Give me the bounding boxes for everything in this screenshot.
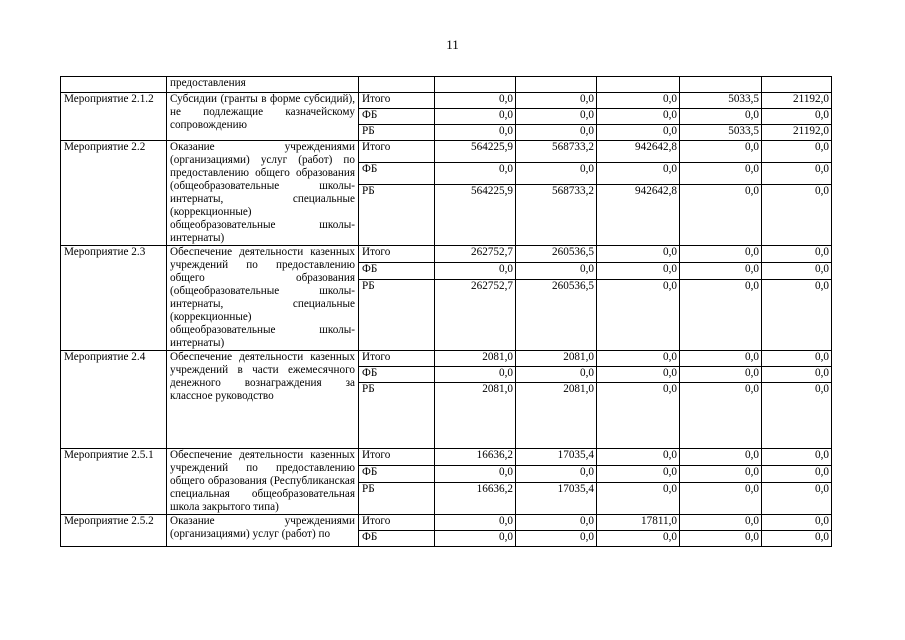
measure-name-cell: Обеспечение деятельности казенных учреждений в части ежемесячного денежного вознаграждения за классное руководство xyxy=(167,351,359,449)
value-cell: 2081,0 xyxy=(516,383,597,449)
source-cell: Итого xyxy=(359,246,435,263)
measure-label-cell: Мероприятие 2.5.1 xyxy=(61,449,167,515)
value-cell: 0,0 xyxy=(762,367,832,383)
value-cell: 17035,4 xyxy=(516,483,597,515)
source-cell: ФБ xyxy=(359,466,435,483)
value-cell: 0,0 xyxy=(762,162,832,184)
value-cell: 0,0 xyxy=(597,531,680,547)
value-cell: 0,0 xyxy=(597,109,680,125)
table-row xyxy=(61,141,832,163)
value-cell: 16636,2 xyxy=(435,449,516,466)
measure-label-cell: Мероприятие 2.2 xyxy=(61,141,167,246)
source-cell: ФБ xyxy=(359,531,435,547)
value-cell: 2081,0 xyxy=(435,351,516,367)
value-cell: 0,0 xyxy=(597,263,680,280)
value-cell: 17811,0 xyxy=(597,515,680,531)
value-cell: 21192,0 xyxy=(762,125,832,141)
value-cell: 0,0 xyxy=(516,531,597,547)
value-cell: 0,0 xyxy=(680,263,762,280)
source-cell: Итого xyxy=(359,141,435,163)
value-cell: 0,0 xyxy=(435,515,516,531)
measure-name-cell: Субсидии (гранты в форме субсидий), не подлежащие казначейскому сопровождению xyxy=(167,93,359,141)
value-cell: 5033,5 xyxy=(680,93,762,109)
source-cell: ФБ xyxy=(359,109,435,125)
source-cell: Итого xyxy=(359,515,435,531)
value-cell: 0,0 xyxy=(435,531,516,547)
value-cell: 0,0 xyxy=(516,93,597,109)
value-cell: 0,0 xyxy=(597,483,680,515)
value-cell: 0,0 xyxy=(597,351,680,367)
table-row xyxy=(61,93,832,109)
value-cell: 0,0 xyxy=(516,125,597,141)
value-cell: 262752,7 xyxy=(435,246,516,263)
measure-label-cell: Мероприятие 2.3 xyxy=(61,246,167,351)
value-cell: 0,0 xyxy=(762,515,832,531)
measure-label-cell: Мероприятие 2.4 xyxy=(61,351,167,449)
value-cell: 0,0 xyxy=(516,515,597,531)
source-cell: РБ xyxy=(359,280,435,351)
value-cell xyxy=(762,77,832,93)
value-cell: 0,0 xyxy=(680,109,762,125)
measure-name-cell: Обеспечение деятельности казенных учреждений по предоставлению общего образования (общеобразовательные школы-интернаты, специальные (коррекционные) общеобразовательные школы-интернаты) xyxy=(167,246,359,351)
value-cell: 0,0 xyxy=(762,531,832,547)
value-cell: 0,0 xyxy=(597,246,680,263)
value-cell: 0,0 xyxy=(762,109,832,125)
value-cell: 0,0 xyxy=(597,367,680,383)
value-cell: 0,0 xyxy=(597,449,680,466)
value-cell: 0,0 xyxy=(762,449,832,466)
value-cell xyxy=(597,77,680,93)
value-cell: 0,0 xyxy=(435,263,516,280)
row-name-cell: предоставления xyxy=(167,77,359,93)
source-cell: РБ xyxy=(359,383,435,449)
value-cell: 0,0 xyxy=(762,280,832,351)
value-cell: 0,0 xyxy=(680,383,762,449)
source-cell: Итого xyxy=(359,93,435,109)
value-cell: 0,0 xyxy=(680,449,762,466)
value-cell: 942642,8 xyxy=(597,184,680,245)
value-cell: 0,0 xyxy=(597,162,680,184)
value-cell: 0,0 xyxy=(762,466,832,483)
source-cell: ФБ xyxy=(359,263,435,280)
value-cell: 2081,0 xyxy=(435,383,516,449)
value-cell: 0,0 xyxy=(680,466,762,483)
value-cell: 0,0 xyxy=(597,280,680,351)
value-cell: 0,0 xyxy=(680,531,762,547)
value-cell: 0,0 xyxy=(435,109,516,125)
value-cell: 0,0 xyxy=(680,280,762,351)
source-cell xyxy=(359,77,435,93)
value-cell: 0,0 xyxy=(597,466,680,483)
value-cell: 0,0 xyxy=(680,184,762,245)
value-cell: 568733,2 xyxy=(516,184,597,245)
value-cell: 17035,4 xyxy=(516,449,597,466)
value-cell: 21192,0 xyxy=(762,93,832,109)
table-row xyxy=(61,351,832,367)
measure-name-cell: Оказание учреждениями (организациями) услуг (работ) по предоставлению общего образования (общеобразовательные школы-интернаты, специальные (коррекционные) общеобразовательные школы-интернаты) xyxy=(167,141,359,246)
page-number: 11 xyxy=(446,37,459,52)
value-cell: 0,0 xyxy=(680,162,762,184)
value-cell: 260536,5 xyxy=(516,280,597,351)
value-cell: 942642,8 xyxy=(597,141,680,163)
value-cell: 0,0 xyxy=(762,351,832,367)
row-label-cell xyxy=(61,77,167,93)
measure-name-cell: Оказание учреждениями (организациями) услуг (работ) по xyxy=(167,515,359,547)
budget-table xyxy=(60,76,832,547)
value-cell: 260536,5 xyxy=(516,246,597,263)
value-cell: 0,0 xyxy=(435,466,516,483)
value-cell: 0,0 xyxy=(597,125,680,141)
value-cell: 0,0 xyxy=(680,141,762,163)
table-row xyxy=(61,449,832,466)
table-row xyxy=(61,246,832,263)
value-cell: 0,0 xyxy=(516,162,597,184)
value-cell: 0,0 xyxy=(435,125,516,141)
value-cell: 0,0 xyxy=(435,367,516,383)
source-cell: РБ xyxy=(359,184,435,245)
value-cell: 0,0 xyxy=(762,246,832,263)
value-cell: 0,0 xyxy=(762,483,832,515)
table-body xyxy=(61,77,832,547)
value-cell: 262752,7 xyxy=(435,280,516,351)
value-cell: 0,0 xyxy=(762,263,832,280)
measure-label-cell: Мероприятие 2.1.2 xyxy=(61,93,167,141)
value-cell: 0,0 xyxy=(680,483,762,515)
value-cell: 0,0 xyxy=(516,109,597,125)
value-cell: 0,0 xyxy=(680,515,762,531)
value-cell: 564225,9 xyxy=(435,141,516,163)
source-cell: Итого xyxy=(359,449,435,466)
source-cell: РБ xyxy=(359,125,435,141)
value-cell: 0,0 xyxy=(680,367,762,383)
value-cell: 0,0 xyxy=(762,141,832,163)
value-cell: 2081,0 xyxy=(516,351,597,367)
measure-label-cell: Мероприятие 2.5.2 xyxy=(61,515,167,547)
value-cell: 16636,2 xyxy=(435,483,516,515)
source-cell: РБ xyxy=(359,483,435,515)
carry-over-row xyxy=(61,77,832,93)
value-cell xyxy=(680,77,762,93)
measure-name-cell: Обеспечение деятельности казенных учреждений по предоставлению общего образования (Республиканская специальная общеобразовательная школа закрытого типа) xyxy=(167,449,359,515)
value-cell: 0,0 xyxy=(680,351,762,367)
value-cell: 0,0 xyxy=(680,246,762,263)
value-cell xyxy=(516,77,597,93)
value-cell: 5033,5 xyxy=(680,125,762,141)
value-cell: 0,0 xyxy=(597,93,680,109)
source-cell: Итого xyxy=(359,351,435,367)
value-cell: 0,0 xyxy=(516,466,597,483)
value-cell: 0,0 xyxy=(762,184,832,245)
value-cell xyxy=(435,77,516,93)
value-cell: 0,0 xyxy=(516,367,597,383)
table-row xyxy=(61,515,832,531)
source-cell: ФБ xyxy=(359,367,435,383)
value-cell: 0,0 xyxy=(516,263,597,280)
value-cell: 568733,2 xyxy=(516,141,597,163)
source-cell: ФБ xyxy=(359,162,435,184)
value-cell: 564225,9 xyxy=(435,184,516,245)
value-cell: 0,0 xyxy=(597,383,680,449)
value-cell: 0,0 xyxy=(762,383,832,449)
value-cell: 0,0 xyxy=(435,162,516,184)
value-cell: 0,0 xyxy=(435,93,516,109)
